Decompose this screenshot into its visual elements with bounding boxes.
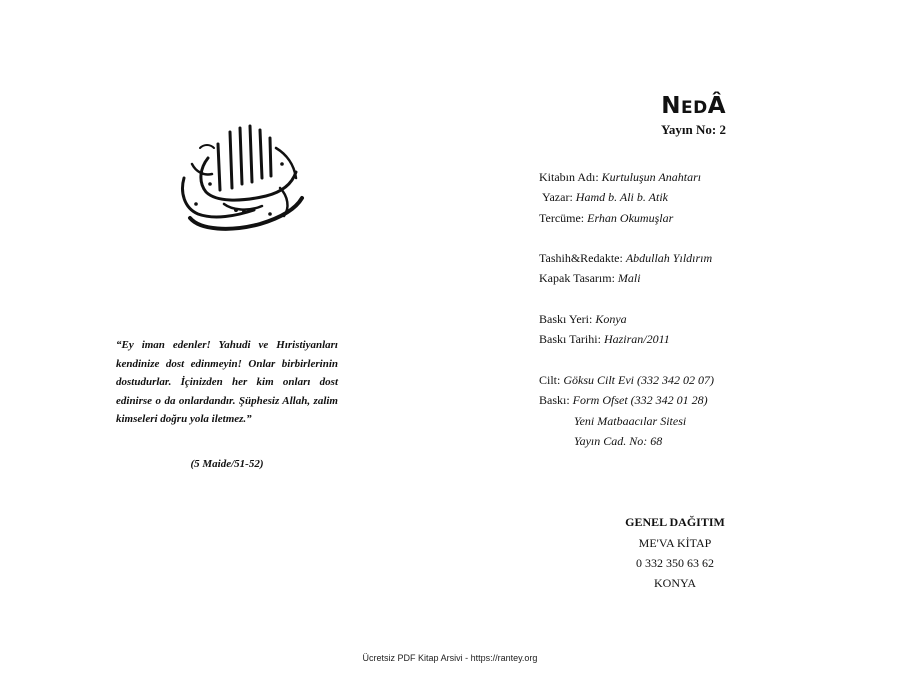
print-place-label: Baskı Yeri:: [539, 312, 593, 326]
distribution-name: ME'VA KİTAP: [638, 536, 712, 550]
distribution-city: KONYA: [654, 576, 696, 590]
basmala-calligraphy: [170, 118, 310, 236]
translator-value: Erhan Okumuşlar: [587, 210, 674, 225]
cover-label: Kapak Tasarım:: [539, 271, 615, 286]
printing-address-1: Yeni Matbaacılar Sitesi: [574, 413, 687, 428]
book-title-value: Kurtuluşun Anahtarı: [601, 170, 702, 184]
book-title-label: Kitabın Adı:: [539, 170, 599, 184]
publisher-logo: NEDÂ: [661, 93, 726, 119]
cover-value: Mali: [617, 271, 641, 286]
editor-label: Tashih&Redakte:: [539, 251, 623, 265]
distribution-phone: 0 332 350 63 62: [636, 556, 714, 570]
print-date-value: Haziran/2011: [603, 332, 670, 347]
print-place-value: Konya: [595, 312, 627, 326]
book-title-line: [539, 167, 701, 228]
author-label: Yazar:: [542, 190, 573, 205]
printing-address-2: Yayın Cad. No: 68: [574, 434, 663, 449]
series-number: Yayın No: 2: [660, 122, 726, 137]
print-block: [539, 309, 670, 350]
print-date-label: Baskı Tarihi:: [539, 332, 601, 347]
translator-label: Tercüme:: [539, 210, 585, 225]
binding-value: Göksu Cilt Evi (332 342 02 07): [563, 373, 714, 387]
printer-block: [539, 370, 714, 452]
binding-label: Cilt:: [539, 373, 561, 387]
editor-value: Abdullah Yıldırım: [625, 251, 713, 265]
distribution-heading: GENEL DAĞITIM: [625, 515, 725, 529]
printing-value: Form Ofset (332 342 01 28): [572, 393, 708, 408]
editing-block: [539, 248, 712, 289]
printing-label: Baskı:: [539, 393, 570, 408]
verse-quote: “Ey iman edenler! Yahudi ve Hıristiyanları kendinize dost edinmeyin! Onlar birbirlerinin dostudurlar. İçinizden her kim onları dost edinirse o da onlardandır. Şüphesiz Allah, zalim kimseleri doğru yola iletmez.”: [116, 339, 338, 426]
verse-reference: (5 Maide/51-52): [190, 458, 264, 470]
page-footer: Ücretsiz PDF Kitap Arsivi - https://rantey.org: [362, 653, 538, 663]
author-value: Hamd b. Ali b. Atik: [575, 190, 669, 205]
